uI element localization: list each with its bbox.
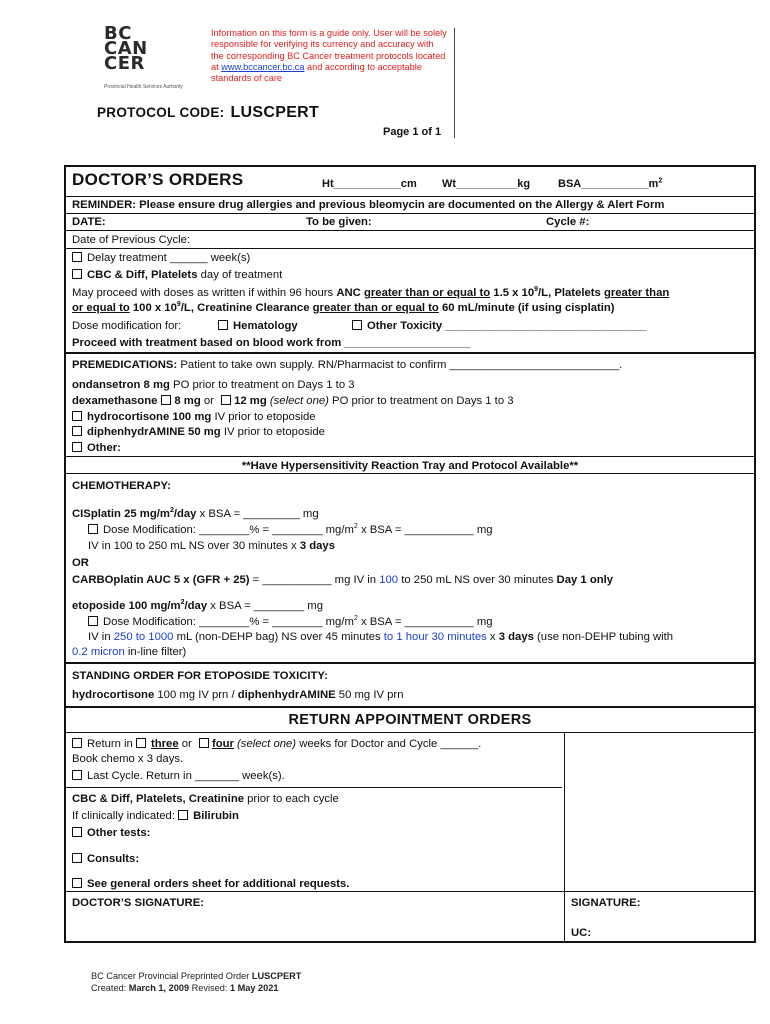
cbc-label: CBC & Diff, Platelets [87, 269, 198, 281]
date-row [72, 215, 748, 229]
protocol-code-value: LUSCPERT [230, 104, 320, 121]
height-field[interactable]: Ht___________cm [322, 178, 417, 190]
dexa-8mg-checkbox[interactable] [161, 395, 171, 405]
hsr-notice: **Have Hypersensitivity Reaction Tray and Protocol Available** [241, 460, 579, 472]
orders-title: DOCTOR’S ORDERS [72, 170, 244, 189]
logo-subtitle: Provincial Health Services Authority [104, 84, 183, 90]
divider [66, 213, 754, 214]
orders-header-row [72, 170, 748, 190]
four-weeks-checkbox[interactable] [199, 738, 209, 748]
proceed-criteria-line1: May proceed with doses as written if within 96 hours ANC greater than or equal to 1.5 x $10^9/L$, Platelets greater than [72, 286, 670, 299]
bsa-field[interactable]: BSA___________m [558, 178, 659, 190]
cbc-checkbox[interactable] [72, 269, 82, 279]
divider [66, 706, 754, 708]
cycle-label[interactable]: Cycle #: [546, 216, 590, 228]
divider [66, 891, 754, 892]
general-orders-checkbox[interactable] [72, 878, 82, 888]
header-divider [454, 28, 455, 138]
cisplatin-dose-mod: Dose Modification: ________% = ________ mg/m [103, 524, 354, 536]
divider [66, 473, 754, 474]
etoposide-line: etoposide 100 $mg/m^2$/day x BSA = ________ mg [72, 599, 324, 612]
etoposide-admin: IV in 250 to 1000 mL (non-DEHP bag) NS over 45 minutes to 1 hour 30 minutes x 3 days (use non-DEHP tubing with [88, 631, 674, 643]
other-premed-checkbox[interactable] [72, 442, 82, 452]
last-cycle-checkbox[interactable] [72, 770, 82, 780]
divider [66, 230, 754, 231]
date-label[interactable]: DATE: [72, 216, 106, 228]
etoposide-dose-mod-checkbox[interactable] [88, 616, 98, 626]
three-weeks-checkbox[interactable] [136, 738, 146, 748]
etoposide-admin-cont: 0.2 micron in-line filter) [72, 646, 187, 658]
clinically-indicated-line: If clinically indicated: Bilirubin [72, 810, 239, 822]
delay-treatment-checkbox[interactable] [72, 252, 82, 262]
other-toxicity-field[interactable]: Other Toxicity ________________________________ [367, 320, 647, 332]
proceed-bloodwork-field[interactable]: Proceed with treatment based on blood work from ____________________ [72, 337, 471, 349]
or-label: OR [72, 557, 89, 569]
protocol-label: PROTOCOL CODE: [97, 105, 225, 120]
bilirubin-checkbox[interactable] [178, 810, 188, 820]
premeds-header [72, 358, 748, 372]
dexa-12mg-checkbox[interactable] [221, 395, 231, 405]
return-in-line: Return in three or four (select one) weeks for Doctor and Cycle ______. [72, 737, 554, 751]
chemotherapy-title: CHEMOTHERAPY: [72, 480, 171, 492]
divider [66, 248, 754, 249]
consults-checkbox[interactable] [72, 853, 82, 863]
dose-modification-row [72, 319, 748, 333]
footer [91, 970, 301, 994]
signature-label[interactable]: SIGNATURE: [571, 897, 641, 909]
revised-label: Revised: [189, 983, 230, 993]
diphenhydramine-label: diphenhydrAMINE 50 mg [87, 426, 221, 438]
footer-text: BC Cancer Provincial Preprinted Order [91, 971, 252, 981]
carboplatin-line: CARBOplatin AUC 5 x (GFR + 25) = ___________ mg IV in 100 to 250 mL NS over 30 minutes Day 1 only [72, 574, 614, 586]
delay-treatment-label: Delay treatment ______ week(s) [87, 252, 251, 264]
reminder: REMINDER: Please ensure drug allergies and previous bleomycin are documented on the Allergy & Alert Form [72, 199, 665, 211]
return-appointment-title: RETURN APPOINTMENT ORDERS [288, 712, 532, 728]
premeds-note: Patient to take own supply. RN/Pharmacist to confirm ___________________________. [177, 359, 623, 371]
book-chemo-label: Book chemo x 3 days. [72, 753, 184, 765]
divider [66, 732, 754, 733]
divider [66, 352, 754, 354]
logo-line-2: CAN [104, 38, 148, 59]
other-tests-label: Other tests: [87, 827, 151, 839]
other-premed-label: Other: [87, 442, 121, 454]
logo-line-1: BC [104, 23, 132, 44]
hydrocortisone-checkbox[interactable] [72, 411, 82, 421]
consults-label: Consults: [87, 853, 140, 865]
cisplatin-admin: IV in 100 to 250 mL NS over 30 minutes x 3 days [88, 540, 335, 552]
created-date: March 1, 2009 [128, 983, 190, 993]
bccancer-link[interactable]: www.bccancer.bc.ca [221, 61, 305, 72]
uc-label[interactable]: UC: [571, 927, 592, 939]
ondansetron-line: ondansetron 8 mg PO prior to treatment on Days 1 to 3 [72, 379, 355, 391]
protocol-code [97, 104, 319, 122]
dose-mod-label: Dose modification for: [72, 320, 182, 332]
other-tests-checkbox[interactable] [72, 827, 82, 837]
divider [66, 662, 754, 664]
to-be-given-label[interactable]: To be given: [306, 216, 372, 228]
standing-order-title: STANDING ORDER FOR ETOPOSIDE TOXICITY: [72, 670, 328, 682]
logo-line-3: CER [104, 53, 145, 74]
footer-code: LUSCPERT [251, 971, 302, 981]
weight-field[interactable]: Wt__________kg [442, 178, 531, 190]
hematology-label: Hematology [233, 320, 298, 332]
cbc-prior-line: CBC & Diff, Platelets, Creatinine prior to each cycle [72, 793, 339, 805]
disclaimer [211, 28, 447, 84]
general-orders-label: See general orders sheet for additional requests. [87, 878, 350, 890]
hydrocortisone-label: hydrocortisone 100 mg [87, 411, 212, 423]
revised-date: 1 May 2021 [229, 983, 279, 993]
hematology-checkbox[interactable] [218, 320, 228, 330]
divider [66, 456, 754, 457]
cisplatin-line: CISplatin 25 $mg/m^2$/day x BSA = _________ mg [72, 507, 319, 520]
last-cycle-label: Last Cycle. Return in _______ week(s). [87, 770, 285, 782]
cisplatin-dose-mod-checkbox[interactable] [88, 524, 98, 534]
disclaimer-text: Information on this form is a guide only. User will be solely responsible for verifying its currency and accuracy with the corresponding BC Cancer treatment protocols located at [211, 28, 447, 72]
return-checkbox[interactable] [72, 738, 82, 748]
page-number: Page 1 of 1 [383, 126, 442, 138]
divider [66, 787, 562, 788]
dexamethasone-line: dexamethasone 8 mg or 12 mg (select one) PO prior to treatment on Days 1 to 3 [72, 395, 514, 407]
etoposide-dose-mod: Dose Modification: ________% = ________ mg/m [103, 616, 354, 628]
bsa-superscript: 2 [658, 177, 663, 185]
proceed-criteria-line2: or equal to 100 x $10^9/L$, Creatinine Clearance greater than or equal to 60 mL/minute (if using cisplatin) [72, 301, 615, 314]
cbc-label-rest: day of treatment [197, 269, 283, 281]
created-label: Created: [91, 983, 129, 993]
diphenhydramine-checkbox[interactable] [72, 426, 82, 436]
disclaimer-text-end: and according to acceptable standards of care [211, 61, 422, 84]
doctors-signature-label[interactable]: DOCTOR’S SIGNATURE: [72, 897, 205, 909]
divider [66, 196, 754, 197]
premeds-title: PREMEDICATIONS: [72, 359, 178, 371]
standing-order-line: hydrocortisone 100 mg IV prn / diphenhydrAMINE 50 mg IV prn [72, 689, 404, 701]
other-toxicity-checkbox[interactable] [352, 320, 362, 330]
doctors-orders-form: DOCTOR’S ORDERS Ht___________cm Wt__________kg $BSA\_\_\_\_\_\_\_\_\_\_\_m^2$ REMINDER: Please ensure drug allergies and previous bleomycin are documented on the Allergy & Alert Form DATE: To be given: Cycle #: Date of Previous Cycle: Delay treatment ______ week(s) CBC & Diff, Platelets day of treatment May proceed with doses as written if within 96 hours ANC greater than or equal to 1.5 x $10^9/L$, Platelets greater than or equal to 100 x $10^9/L$, Creatinine Clearance greater than or equal to 60 mL/minute (if using cisplatin) Dose modification for: Hematology Other Toxicity ________________________________ Proceed with treatment based on blood work from ____________________ PREMEDICATIONS: Patient to take own supply. RN/Pharmacist to confirm ___________________________. ondansetron 8 mg PO prior to treatment on Days 1 to 3 dexamethasone 8 mg or 12 mg (select one) PO prior to treatment on Days 1 to 3 hydrocortisone 100 mg IV prior to etoposide diphenhydrAMINE 50 mg IV prior to etoposide Other: **Have Hypersensitivity Reaction Tray and Protocol Available** CHEMOTHERAPY: CISplatin 25 $mg/m^2$/day x BSA = _________ mg Dose Modification: ________% = ________ $mg/m^2$ x BSA = ___________ mg IV in 100 to 250 mL NS over 30 minutes x 3 days OR CARBOplatin AUC 5 x (GFR + 25) = ___________ mg IV in 100 to 250 mL NS over 30 minutes Day 1 only etoposide 100 $mg/m^2$/day x BSA = ________ mg Dose Modification: ________% = ________ $mg/m^2$ x BSA = ___________ mg IV in 250 to 1000 mL (non-DEHP bag) NS over 45 minutes to 1 hour 30 minutes x 3 days (use non-DEHP tubing with 0.2 micron in-line filter) STANDING ORDER FOR ETOPOSIDE TOXICITY: hydrocortisone 100 mg IV prn / diphenhydrAMINE 50 mg IV prn RETURN APPOINTMENT ORDERS Return in three or four (select one) weeks for Doctor and Cycle ______. Book chemo x 3 days. Last Cycle. Return in _______ week(s). CBC & Diff, Platelets, Creatinine prior to each cycle If clinically indicated: Bilirubin Other tests: Consults: See general orders sheet for additional requests. DOCTOR’S SIGNATURE: SIGNATURE: UC: [64, 165, 756, 943]
bc-cancer-logo [104, 23, 148, 74]
previous-cycle-label[interactable]: Date of Previous Cycle: [72, 234, 191, 246]
